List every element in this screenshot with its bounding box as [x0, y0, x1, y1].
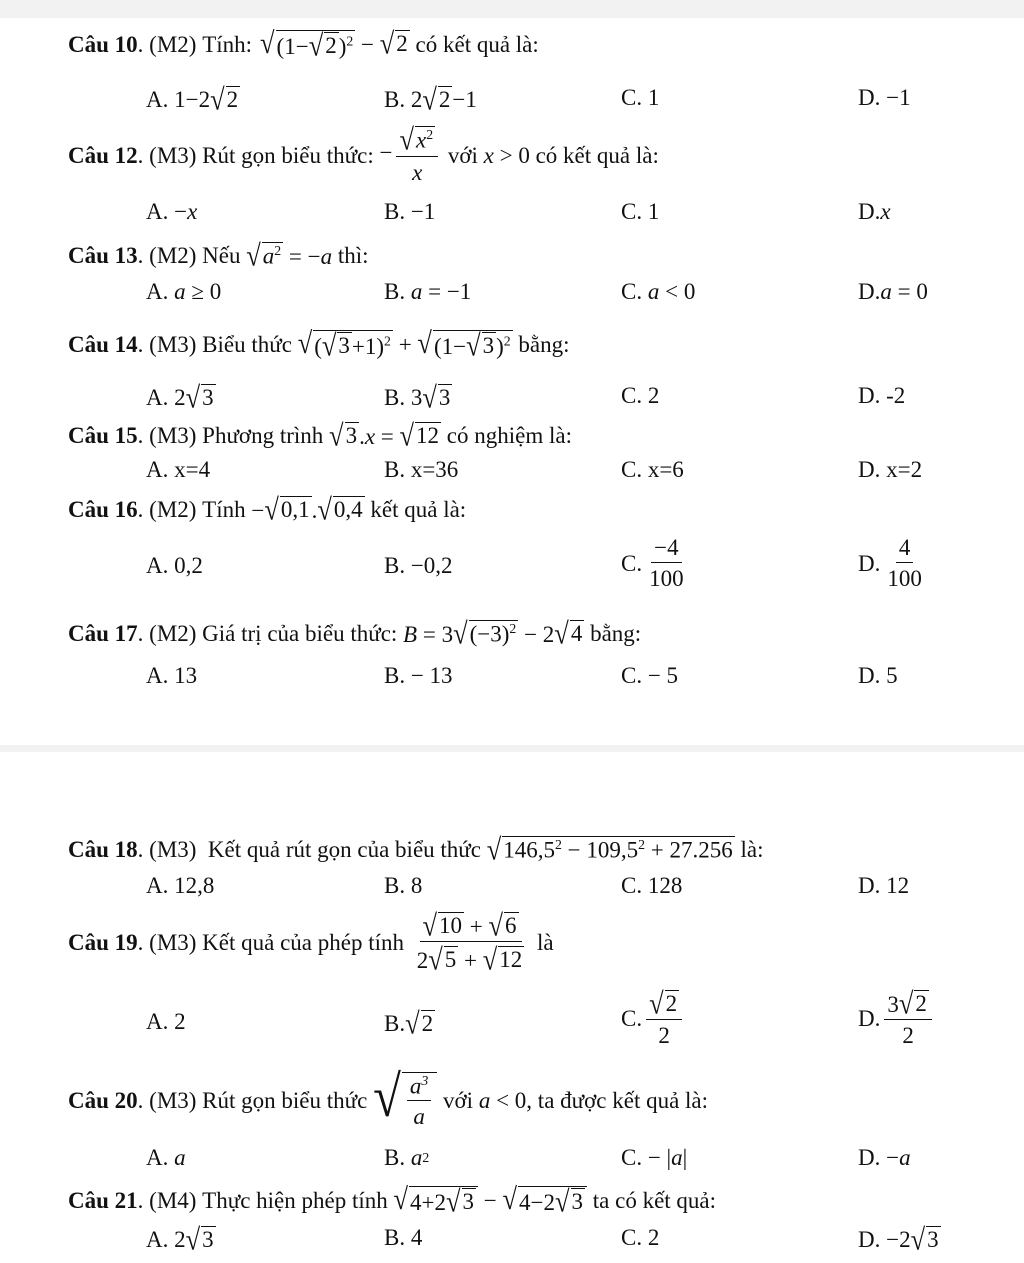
option-a[interactable]: A. x=4 [146, 457, 211, 482]
option-a[interactable]: A. 0,2 [146, 553, 203, 578]
question-20: Câu 20 . (M3) Rút gọn biểu thức √ $\frac{a^3}{a}$ với a < 0, ta được kết quả là: [68, 1063, 709, 1130]
question-label: Câu 10 [68, 31, 138, 57]
question-label: Câu 13 [68, 242, 138, 268]
question-label: Câu 16 [68, 496, 138, 522]
option-d[interactable]: D. x=2 [858, 457, 923, 482]
question-13: Câu 13 . (M2) Nếu √ $a^2$ = −a thì: [68, 237, 369, 273]
option-d[interactable]: D. −2 √ 3 [858, 1221, 939, 1257]
option-b[interactable]: B. a = −1 [384, 279, 472, 304]
question-19: Câu 19 . (M3) Kết quả của phép tính √ 10 + √ 6 2 √ 5 + √ 12 là [68, 907, 554, 977]
option-a[interactable]: A. − x [146, 199, 198, 224]
question-suffix: có kết quả là: [415, 31, 539, 57]
math-expression: √ 10 + √ 6 2 √ 5 + √ 12 [416, 907, 523, 977]
option-c[interactable]: C. 1 [621, 199, 660, 224]
option-a[interactable]: A. a ≥ 0 [146, 279, 222, 304]
option-a[interactable]: A. 1−2 √ 2 [146, 81, 239, 117]
option-b[interactable]: B. −0,2 [384, 553, 453, 578]
math-expression: √ 4+2 √ 3 − √ 4−2 √ 3 [394, 1186, 588, 1214]
option-c[interactable]: C. − | a | [621, 1145, 688, 1170]
option-b[interactable]: B. − 13 [384, 663, 453, 688]
option-b[interactable]: B. 8 [384, 873, 423, 898]
option-b[interactable]: B. −1 [384, 199, 436, 224]
option-a[interactable]: A. 2 [146, 1009, 186, 1034]
option-a[interactable]: A. 13 [146, 663, 198, 688]
option-d[interactable]: D. x [858, 199, 891, 224]
math-expression: √ 3 .x = √ 12 [329, 417, 440, 453]
option-b[interactable]: B. 4 [384, 1225, 423, 1250]
option-c[interactable]: C. 1 [621, 85, 660, 110]
math-expression: B = 3 √ $(-3)^2$ − 2 √ 4 [403, 615, 583, 651]
math-expression: √ $146,5^2 - 109,5^2 + 27.256$ [486, 831, 733, 867]
option-b[interactable]: B. 2 √ 2 −1 [384, 81, 477, 117]
question-label: Câu 15 [68, 422, 138, 448]
question-level: . (M2) [137, 31, 197, 57]
question-label: Câu 18 [68, 836, 138, 862]
option-b[interactable]: B. √ 2 [384, 1005, 434, 1041]
option-b[interactable]: B. x=36 [384, 457, 459, 482]
option-c[interactable]: C. $\frac{-4}{100}$ [621, 535, 684, 591]
option-a[interactable]: A. 2 √ 3 [146, 379, 214, 415]
question-17: Câu 17 . (M2) Giá trị của biểu thức: B = 3 √ $(-3)^2$ − 2 √ 4 bằng: [68, 615, 642, 651]
math-expression: √ ( √ 3 +1)$^2$ + √ (1− √ 3 )$^2$ [297, 325, 511, 363]
option-c[interactable]: C. 128 [621, 873, 683, 898]
option-a[interactable]: A. a [146, 1145, 186, 1170]
option-d[interactable]: D. −1 [858, 85, 911, 110]
question-10 [68, 25, 539, 63]
option-d[interactable]: D. 5 [858, 663, 898, 688]
option-d[interactable]: D. 3 √ 2 2 [858, 990, 936, 1047]
question-label: Câu 20 [68, 1087, 138, 1113]
option-b[interactable]: B. a 2 [384, 1145, 430, 1170]
question-16: Câu 16 . (M2) Tính − √ 0,1 . √ 0,4 kết quả là: [68, 491, 467, 527]
option-d[interactable]: D. − a [858, 1145, 911, 1170]
option-d[interactable]: D. 12 [858, 873, 910, 898]
math-expression: √ $\frac{a^3}{a}$ [373, 1072, 437, 1129]
option-c[interactable]: C. √ 2 2 [621, 990, 686, 1047]
option-c[interactable]: C. a < 0 [621, 279, 696, 304]
question-label: Câu 21 [68, 1187, 138, 1213]
math-expression: √ $a^2$ = −a [246, 237, 333, 273]
option-b[interactable]: B. 3 √ 3 [384, 379, 451, 415]
question-15: Câu 15 . (M3) Phương trình √ 3 .x = √ 12 có nghiệm là: [68, 417, 572, 453]
question-label: Câu 14 [68, 331, 138, 357]
question-18: Câu 18 . (M3) Kết quả rút gọn của biểu thức √ $146,5^2 - 109,5^2 + 27.256$ là: [68, 831, 764, 867]
option-d[interactable]: D. -2 [858, 383, 906, 408]
option-c[interactable]: C. − 5 [621, 663, 679, 688]
math-expression: − √ 0,1 . √ 0,4 [251, 491, 363, 527]
math-expression: − √ $x^2$ x [379, 126, 442, 183]
option-c[interactable]: C. 2 [621, 1225, 660, 1250]
question-prefix: Tính: [202, 31, 253, 57]
option-a[interactable]: A. 2 √ 3 [146, 1221, 214, 1257]
option-a[interactable]: A. 12,8 [146, 873, 215, 898]
option-c[interactable]: C. x=6 [621, 457, 684, 482]
question-14: Câu 14 . (M3) Biểu thức √ ( √ 3 +1)$^2$ + √ (1− √ 3 )$^2$ bằng: [68, 325, 570, 363]
option-d[interactable]: D. a = 0 [858, 279, 928, 304]
question-label: Câu 17 [68, 620, 138, 646]
math-expression: √ (1− √ 2 )$^2$ − √ 2 [260, 25, 408, 63]
question-12: Câu 12 . (M3) Rút gọn biểu thức: − √ $x^2$ x với x > 0 có kết quả là: [68, 121, 659, 185]
question-label: Câu 19 [68, 929, 138, 955]
option-c[interactable]: C. 2 [621, 383, 660, 408]
question-label: Câu 12 [68, 142, 138, 168]
option-d[interactable]: D. $\frac{4}{100}$ [858, 535, 922, 591]
question-21: Câu 21 . (M4) Thực hiện phép tính √ 4+2 √ 3 − √ 4−2 √ 3 ta có kết quả: [68, 1181, 717, 1219]
